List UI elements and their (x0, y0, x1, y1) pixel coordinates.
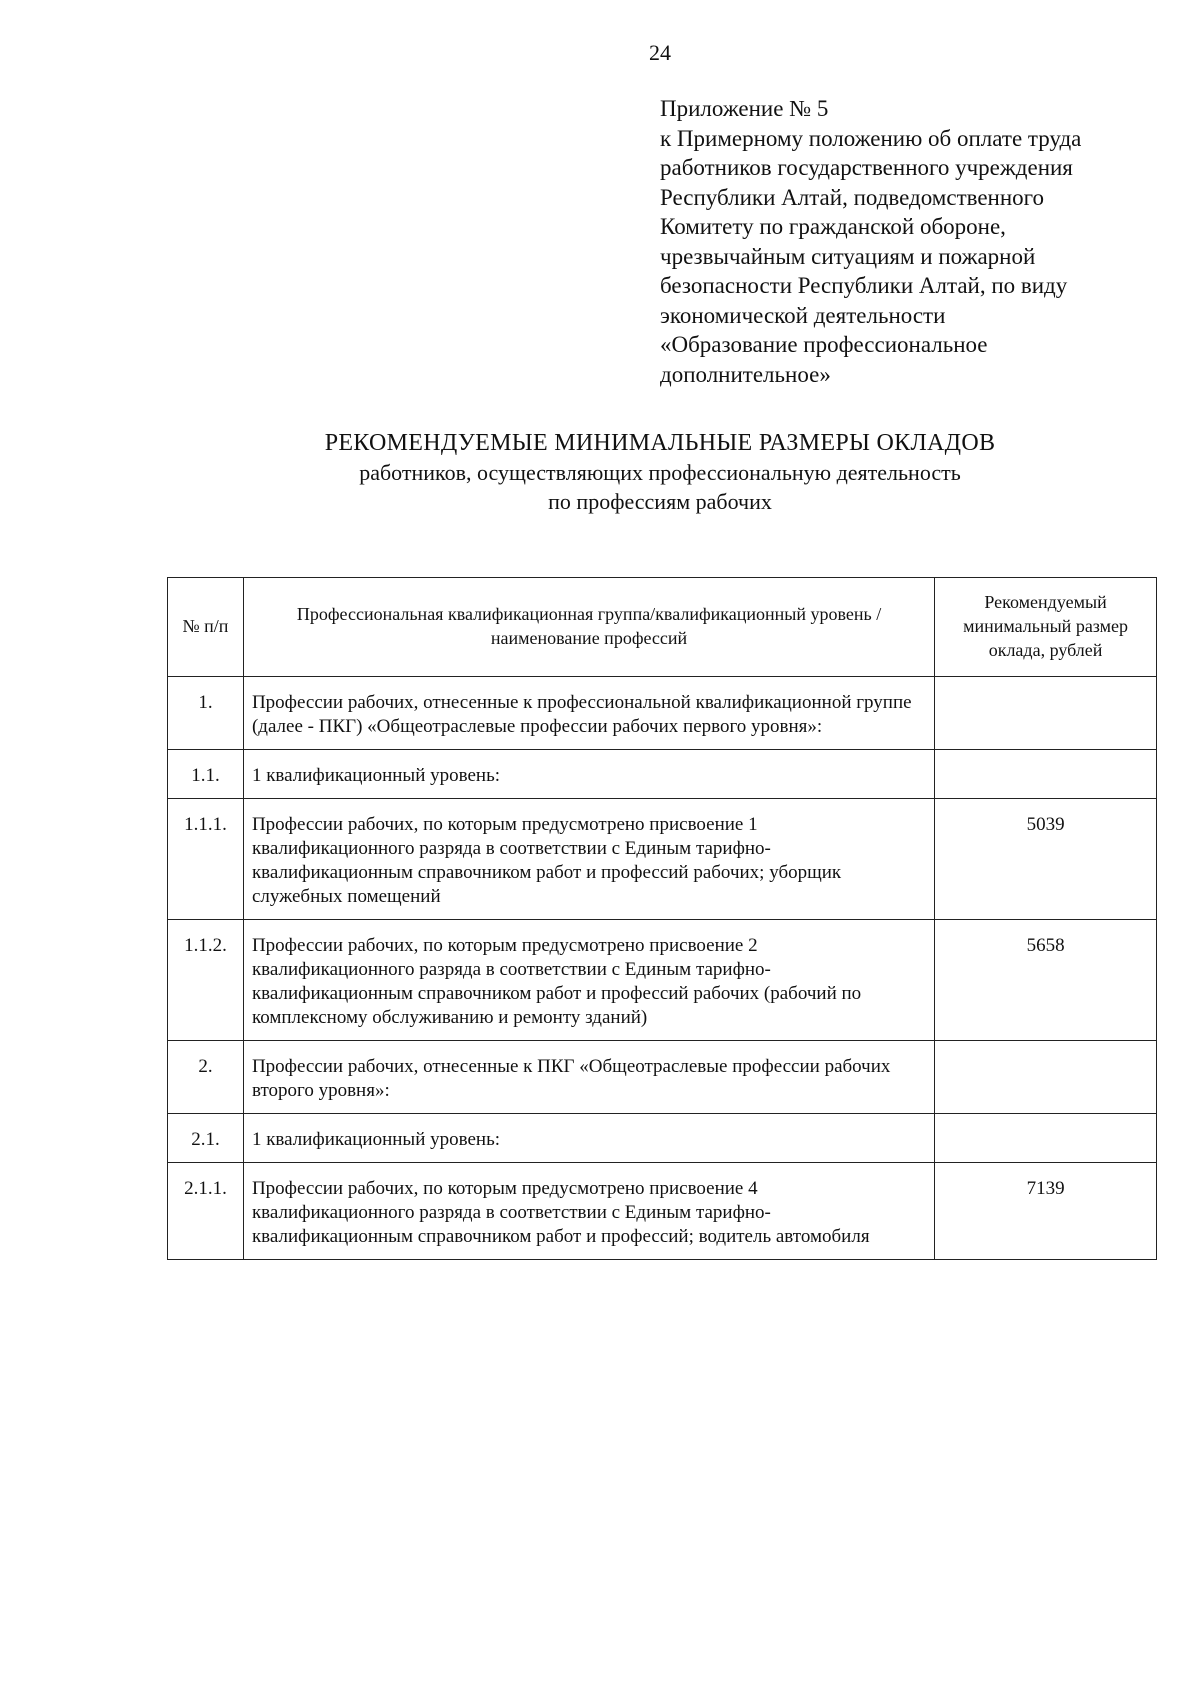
row-number: 1. (168, 677, 244, 750)
row-number: 2.1. (168, 1114, 244, 1163)
appendix-line: к Примерному положению об оплате труда (660, 125, 1082, 151)
title-main: РЕКОМЕНДУЕМЫЕ МИНИМАЛЬНЫЕ РАЗМЕРЫ ОКЛАДОВ (324, 430, 996, 456)
row-number: 1.1.2. (168, 920, 244, 1041)
salary-table (167, 577, 1157, 1260)
title-subtitle-line-1: работников, осуществляющих профессиональную деятельность (359, 460, 961, 485)
row-number: 2. (168, 1041, 244, 1114)
row-profession: Профессии рабочих, отнесенные к профессиональной квалификационной группе (далее - ПКГ) «Общеотраслевые профессии рабочих первого уровня»: (243, 677, 934, 750)
row-salary (935, 677, 1157, 750)
row-salary: 5039 (935, 799, 1157, 920)
header-number: № п/п (168, 578, 244, 677)
row-profession: 1 квалификационный уровень: (243, 1114, 934, 1163)
header-profession: Профессиональная квалификационная группа/квалификационный уровень / наименование профессий (243, 578, 934, 677)
appendix-header (660, 94, 1180, 389)
table-row (168, 1163, 1157, 1260)
appendix-line: безопасности Республики Алтай, по виду (660, 273, 1068, 298)
appendix-line: работников государственного учреждения (660, 155, 1073, 180)
document-title (150, 428, 1170, 516)
table-header-row (168, 578, 1157, 677)
appendix-line: Комитету по гражданской обороне, (660, 214, 1006, 239)
page-number: 24 (649, 40, 671, 65)
appendix-line: чрезвычайным ситуациям и пожарной (660, 243, 1036, 269)
title-subtitle-line-2: по профессиям рабочих (548, 489, 772, 514)
appendix-line: «Образование профессиональное (660, 332, 988, 357)
appendix-line: Приложение № 5 (660, 96, 829, 121)
appendix-line: дополнительное» (660, 361, 831, 387)
table-row (168, 750, 1157, 799)
row-profession: Профессии рабочих, по которым предусмотрено присвоение 1 квалификационного разряда в соответствии с Единым тарифно-квалификационным справочником работ и профессий рабочих; уборщик служебных помещений (243, 799, 934, 920)
row-salary (935, 1041, 1157, 1114)
row-profession: Профессии рабочих, по которым предусмотрено присвоение 2 квалификационного разряда в соответствии с Единым тарифно-квалификационным справочником работ и профессий рабочих (рабочий по комплексному обслуживанию и ремонту зданий) (243, 920, 934, 1041)
row-salary (935, 750, 1157, 799)
row-salary (935, 1114, 1157, 1163)
table-row (168, 1041, 1157, 1114)
row-number: 2.1.1. (168, 1163, 244, 1260)
appendix-line: Республики Алтай, подведомственного (660, 184, 1045, 210)
row-profession: Профессии рабочих, отнесенные к ПКГ «Общеотраслевые профессии рабочих второго уровня»: (243, 1041, 934, 1114)
row-number: 1.1.1. (168, 799, 244, 920)
row-number: 1.1. (168, 750, 244, 799)
row-salary: 5658 (935, 920, 1157, 1041)
row-profession: 1 квалификационный уровень: (243, 750, 934, 799)
table-row (168, 1114, 1157, 1163)
table-row (168, 677, 1157, 750)
header-salary: Рекомендуемый минимальный размер оклада, рублей (935, 578, 1157, 677)
table-row (168, 920, 1157, 1041)
row-profession: Профессии рабочих, по которым предусмотрено присвоение 4 квалификационного разряда в соответствии с Единым тарифно-квалификационным справочником работ и профессий; водитель автомобиля (243, 1163, 934, 1260)
appendix-line: экономической деятельности (660, 302, 946, 328)
table-row (168, 799, 1157, 920)
row-salary: 7139 (935, 1163, 1157, 1260)
